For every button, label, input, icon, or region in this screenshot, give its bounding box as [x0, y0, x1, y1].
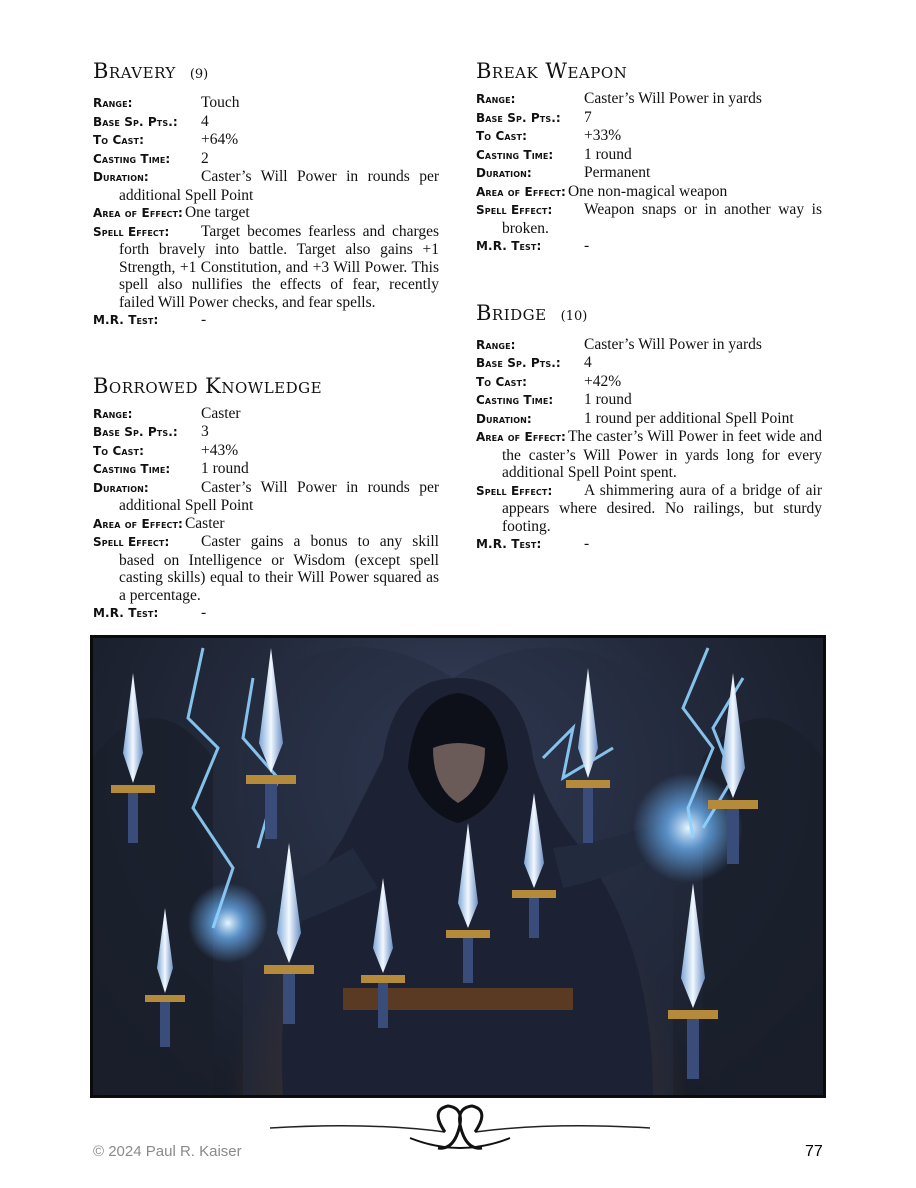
spell-stat-row [476, 336, 822, 355]
spell-stat-row [476, 373, 822, 392]
right-column [476, 58, 822, 554]
stat-label: Duration: [476, 166, 532, 180]
spell-stat-row [93, 533, 439, 604]
stat-label: To Cast: [476, 374, 527, 389]
spell-stat-row [476, 183, 822, 202]
stat-value: +43% [201, 441, 239, 459]
stat-value: - [584, 237, 590, 254]
stat-label: Area of Effect: [476, 184, 566, 199]
spell-stat-row [476, 237, 822, 256]
stat-label: Casting Time: [93, 462, 171, 476]
spell-stat-row [476, 428, 822, 482]
spell-level: (10) [560, 308, 588, 324]
stat-label: To Cast: [93, 443, 144, 458]
spell-stat-row [93, 168, 439, 204]
spell-stat-row [93, 405, 439, 424]
wizard-illustration-graphic [93, 638, 823, 1095]
spell-stat-row [93, 311, 439, 330]
spell-name: Bravery [93, 59, 176, 83]
spell-stat-row [476, 535, 822, 554]
stat-value: The caster’s Will Power in feet wide and the caster’s Will Power in yards long for every additional Spell Point spent. [502, 428, 822, 481]
stat-value: 1 round per additional Spell Point [584, 409, 794, 427]
stat-value: - [201, 311, 207, 328]
spell-entry-bravery [93, 58, 439, 330]
decorative-divider [270, 1100, 650, 1160]
spell-name: Break Weapon [476, 59, 628, 83]
stat-label: Spell Effect: [476, 483, 553, 498]
stat-value: One non-magical weapon [567, 182, 728, 200]
stat-value: Weapon snaps or in another way is broken. [502, 201, 822, 237]
spell-stat-row [93, 131, 439, 150]
spell-name: Bridge [476, 300, 547, 325]
stat-label: Range: [93, 406, 133, 421]
left-column [93, 58, 439, 623]
spell-stat-row [93, 423, 439, 442]
stat-label: Spell Effect: [476, 203, 553, 217]
stat-label: M.R. Test: [476, 537, 542, 551]
stat-label: Duration: [476, 411, 532, 426]
stat-label: Range: [476, 337, 516, 352]
spell-stat-row [93, 604, 439, 623]
stat-value: +33% [584, 127, 622, 144]
stat-value: 2 [201, 149, 209, 167]
spell-stat-row [476, 201, 822, 237]
stat-label: Casting Time: [476, 393, 554, 407]
stat-label: Duration: [93, 170, 149, 184]
copyright-notice: © 2024 Paul R. Kaiser [93, 1143, 242, 1160]
stat-label: M.R. Test: [93, 313, 159, 327]
spell-stat-row [476, 109, 822, 128]
stat-value: Caster’s Will Power in yards [584, 335, 762, 353]
spell-stat-row [93, 223, 439, 312]
spell-title [476, 58, 822, 84]
stat-label: Spell Effect: [93, 535, 170, 549]
spell-stat-row [93, 113, 439, 132]
spell-title [476, 300, 822, 330]
stat-value: 1 round [201, 460, 249, 477]
stat-label: M.R. Test: [476, 239, 542, 253]
stat-label: Spell Effect: [93, 224, 170, 239]
stat-value: Caster’s Will Power in rounds per additional Spell Point [119, 168, 439, 204]
spell-stat-row [476, 391, 822, 410]
spell-stat-row [93, 442, 439, 461]
spell-title [93, 373, 439, 399]
stat-value: A shimmering aura of a bridge of air appears where desired. No railings, but sturdy footing. [502, 481, 822, 535]
stat-value: Caster [184, 514, 225, 532]
stat-label: Base Sp. Pts.: [93, 114, 178, 129]
spell-stat-row [93, 460, 439, 479]
stat-value: Caster’s Will Power in yards [584, 90, 762, 107]
stat-value: 1 round [584, 145, 632, 163]
stat-value: Caster [201, 404, 241, 422]
stat-label: Casting Time: [476, 147, 554, 162]
spell-level: (9) [189, 67, 209, 82]
page-number: 77 [805, 1143, 823, 1160]
stat-value: Target becomes fearless and charges forth bravely into battle. Target also gains +1 Strength, +1 Constitution, and +3 Will Power. This spell also nullifies the effects of fear, recently failed Will Power checks, and fear spells. [119, 222, 439, 311]
spell-stat-row [476, 354, 822, 373]
stat-label: Base Sp. Pts.: [476, 110, 561, 125]
stat-label: Duration: [93, 480, 149, 495]
stat-label: Casting Time: [93, 151, 171, 166]
spell-stat-row [93, 515, 439, 534]
stat-value: One target [184, 204, 250, 221]
stat-label: Area of Effect: [476, 430, 566, 444]
spell-stat-row [476, 164, 822, 183]
spell-stat-row [93, 479, 439, 515]
stat-label: Area of Effect: [93, 206, 183, 220]
stat-label: Range: [476, 92, 516, 106]
stat-label: To Cast: [476, 129, 527, 143]
spell-stat-row [93, 94, 439, 113]
stat-label: Range: [93, 96, 133, 110]
stat-value: 3 [201, 423, 209, 440]
stat-value: - [201, 604, 207, 621]
stat-label: Area of Effect: [93, 516, 183, 531]
spell-stat-row [93, 204, 439, 223]
spell-stat-row [476, 482, 822, 536]
spell-stat-row [476, 90, 822, 109]
spell-stat-row [476, 127, 822, 146]
stat-label: Base Sp. Pts.: [93, 425, 178, 439]
stat-label: Base Sp. Pts.: [476, 356, 561, 370]
stat-value: 7 [584, 108, 592, 126]
stat-value: Caster gains a bonus to any skill based on Intelligence or Wisdom (except spell casting skills) equal to their Will Power squared as a percentage. [119, 533, 439, 604]
spell-title [93, 58, 439, 88]
stat-value: +64% [201, 131, 239, 148]
stat-value: Touch [201, 94, 240, 111]
spell-stat-row [93, 150, 439, 169]
stat-value: Permanent [584, 164, 651, 181]
stat-value: 4 [584, 354, 592, 371]
spell-entry-break-weapon [476, 58, 822, 256]
spell-name: Borrowed Knowledge [93, 373, 323, 398]
spell-stat-row [476, 410, 822, 429]
stat-value: - [584, 535, 590, 552]
stat-value: 4 [201, 112, 209, 130]
spell-entry-bridge [476, 300, 822, 554]
stat-value: 1 round [584, 391, 632, 408]
spell-stat-row [476, 146, 822, 165]
stat-label: To Cast: [93, 133, 144, 147]
wizard-illustration [90, 635, 826, 1098]
stat-value: Caster’s Will Power in rounds per additional Spell Point [119, 478, 439, 514]
stat-label: M.R. Test: [93, 606, 159, 620]
spell-entry-borrowed-knowledge [93, 373, 439, 623]
stat-value: +42% [584, 372, 622, 390]
